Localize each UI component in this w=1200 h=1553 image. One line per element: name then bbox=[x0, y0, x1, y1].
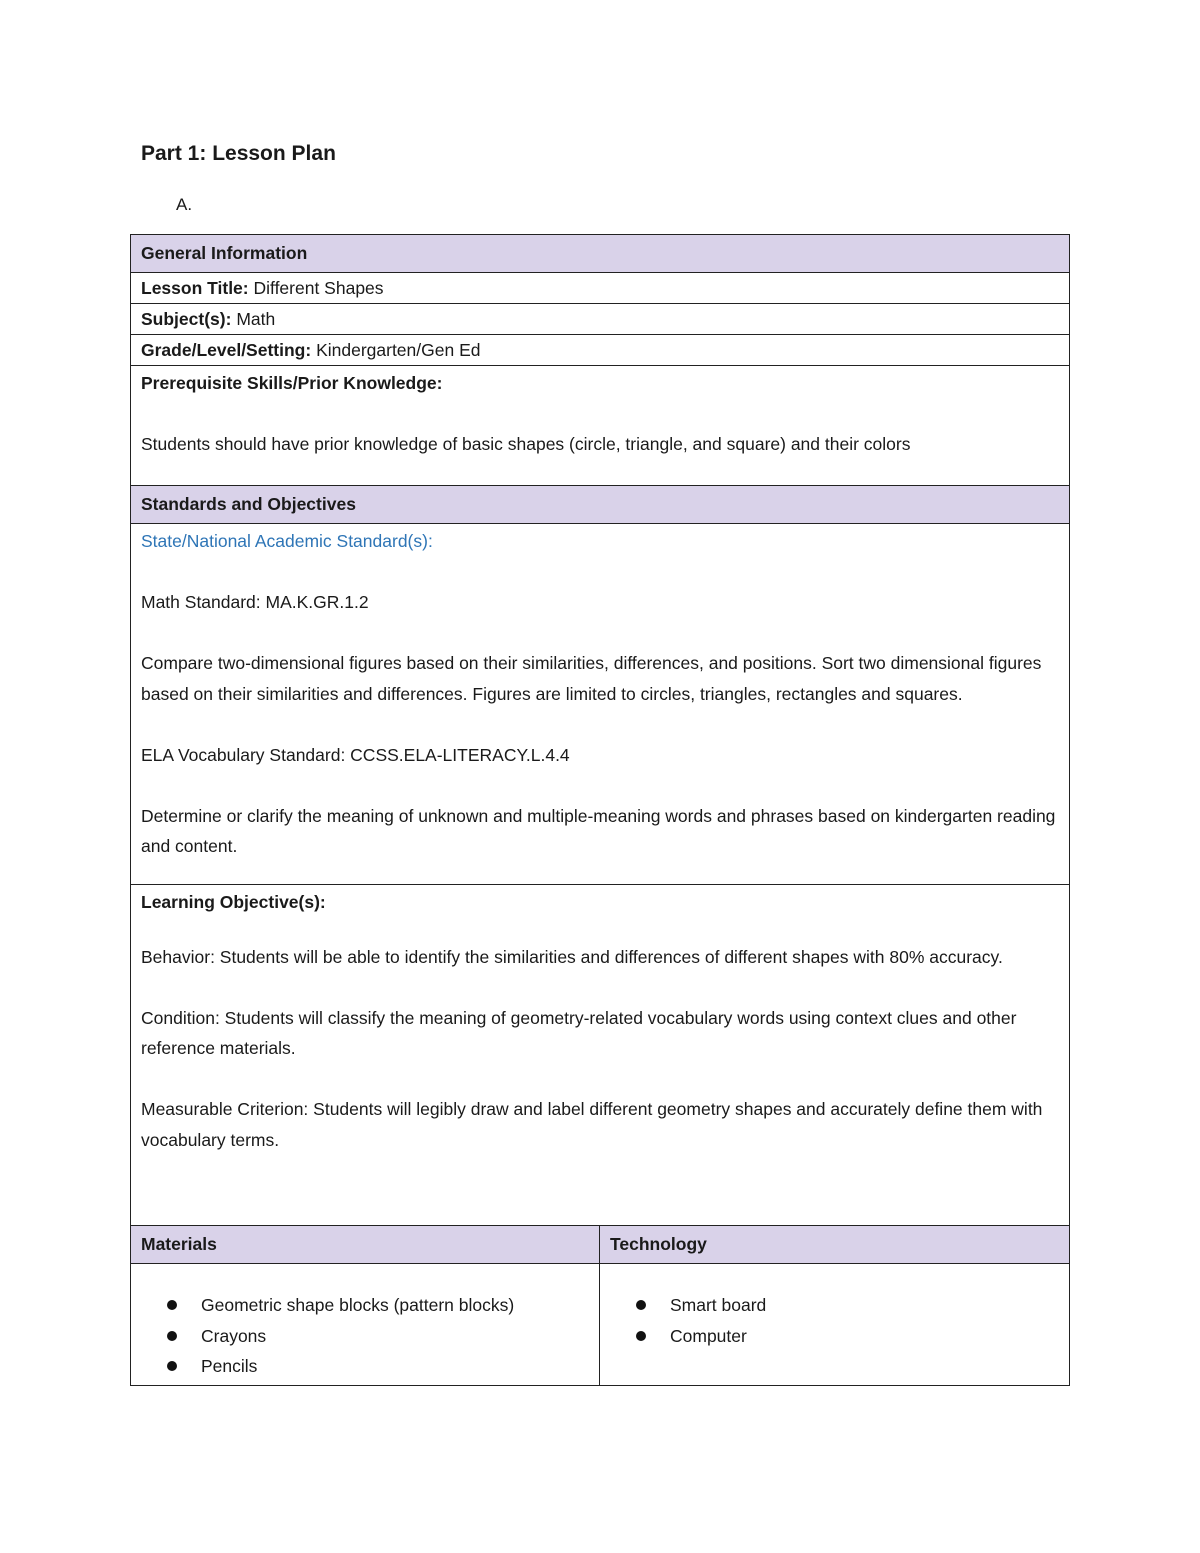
lesson-title-label: Lesson Title: bbox=[141, 278, 249, 298]
prerequisite-label: Prerequisite Skills/Prior Knowledge: bbox=[141, 373, 443, 393]
objective-criterion: Measurable Criterion: Students will legibly draw and label different geometry shapes and accurately define them with vocabulary terms. bbox=[141, 1099, 1043, 1150]
page-title: Part 1: Lesson Plan bbox=[141, 142, 336, 165]
materials-list bbox=[131, 1264, 599, 1382]
list-item: Crayons bbox=[167, 1321, 599, 1352]
general-information-header: General Information bbox=[131, 235, 1070, 273]
technology-cell bbox=[600, 1264, 1070, 1386]
list-item: Computer bbox=[636, 1321, 1069, 1352]
grade-label: Grade/Level/Setting: bbox=[141, 340, 312, 360]
lesson-plan-table bbox=[130, 234, 1070, 1386]
list-item: Geometric shape blocks (pattern blocks) bbox=[167, 1290, 599, 1321]
grade-value: Kindergarten/Gen Ed bbox=[316, 340, 481, 360]
subjects-row bbox=[131, 304, 1070, 335]
lesson-title-value: Different Shapes bbox=[253, 278, 384, 298]
bullet-icon bbox=[167, 1300, 177, 1310]
ela-standard: ELA Vocabulary Standard: CCSS.ELA-LITERACY.L.4.4 bbox=[141, 744, 570, 765]
learning-objectives-label: Learning Objective(s): bbox=[141, 892, 326, 912]
bullet-icon bbox=[636, 1300, 646, 1310]
subjects-value: Math bbox=[236, 309, 276, 329]
academic-standards-label: State/National Academic Standard(s): bbox=[141, 531, 433, 551]
list-item: Pencils bbox=[167, 1351, 599, 1382]
standards-objectives-header: Standards and Objectives bbox=[131, 486, 1070, 524]
learning-objectives-row bbox=[131, 885, 1070, 1226]
math-standard: Math Standard: MA.K.GR.1.2 bbox=[141, 592, 369, 612]
technology-list bbox=[600, 1264, 1069, 1351]
math-standard-text: Compare two-dimensional figures based on their similarities, differences, and positions. Sort two dimensional figures based on their similarities and differences. Figures are limited to circles, triangles, rectangles and squares. bbox=[141, 653, 1042, 704]
bullet-icon bbox=[167, 1331, 177, 1341]
prerequisite-text: Students should have prior knowledge of basic shapes (circle, triangle, and square) and their colors bbox=[141, 434, 911, 454]
grade-row bbox=[131, 335, 1070, 366]
ela-standard-text: Determine or clarify the meaning of unknown and multiple-meaning words and phrases based on kindergarten reading and content. bbox=[141, 805, 1056, 856]
technology-header: Technology bbox=[600, 1226, 1070, 1264]
materials-cell bbox=[131, 1264, 600, 1386]
section-letter: A. bbox=[176, 195, 193, 214]
objective-behavior: Behavior: Students will be able to identify the similarities and differences of different shapes with 80% accuracy. bbox=[141, 946, 1003, 967]
lesson-title-row bbox=[131, 273, 1070, 304]
academic-standards-row bbox=[131, 524, 1070, 885]
bullet-icon bbox=[167, 1361, 177, 1371]
prerequisite-row bbox=[131, 366, 1070, 486]
bullet-icon bbox=[636, 1331, 646, 1341]
materials-header: Materials bbox=[131, 1226, 600, 1264]
objective-condition: Condition: Students will classify the meaning of geometry-related vocabulary words using context clues and other reference materials. bbox=[141, 1007, 1017, 1058]
list-item: Smart board bbox=[636, 1290, 1069, 1321]
subjects-label: Subject(s): bbox=[141, 309, 232, 329]
